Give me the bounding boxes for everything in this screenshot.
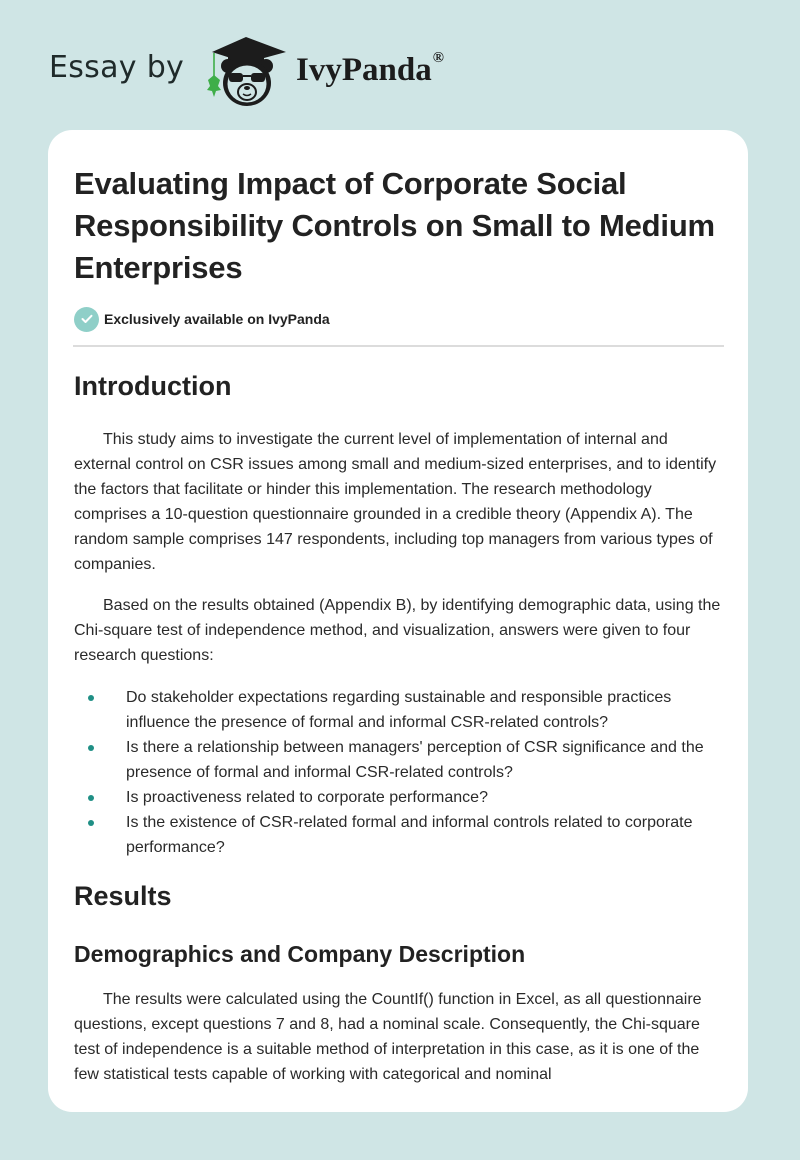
intro-paragraph-1: This study aims to investigate the current level of implementation of internal and external control on CSR issues among small and medium-sized enterprises, and to identify the factors that facilitate or hinder this implementation. The research methodology comprises a 10-question questionnaire grounded in a credible theory (Appendix A). The random sample comprises 147 respondents, including top managers from various types of companies. bbox=[74, 431, 717, 573]
check-circle-icon bbox=[74, 307, 99, 332]
list-item bbox=[74, 810, 724, 860]
site-header bbox=[0, 0, 800, 130]
essay-by-label: Essay by bbox=[49, 50, 185, 85]
demographics-paragraph-1: The results were calculated using the CountIf() function in Excel, as all questionnaire questions, except questions 7 and 8, had a nominal scale. Consequently, the Chi-square test of independence is a suitable method of interpretation in this case, as it is one of the few statistical tests capable of working with categorical and nominal bbox=[74, 991, 702, 1083]
bullet-icon bbox=[88, 745, 94, 751]
brand-logo-text[interactable] bbox=[296, 52, 444, 89]
question-text: Is proactiveness related to corporate performance? bbox=[126, 789, 488, 806]
subsection-heading-demographics: Demographics and Company Description bbox=[74, 941, 526, 967]
research-questions-list bbox=[74, 685, 724, 860]
registered-mark: ® bbox=[432, 50, 444, 66]
list-item bbox=[74, 685, 724, 735]
essay-card bbox=[48, 130, 748, 1112]
question-text: Is the existence of CSR-related formal and informal controls related to corporate performance? bbox=[126, 814, 693, 856]
section-heading-introduction: Introduction bbox=[74, 371, 232, 401]
bullet-icon bbox=[88, 695, 94, 701]
list-item bbox=[74, 735, 724, 785]
bullet-icon bbox=[88, 820, 94, 826]
exclusive-label: Exclusively available on IvyPanda bbox=[104, 311, 330, 327]
intro-paragraph-2: Based on the results obtained (Appendix B), by identifying demographic data, using the Chi-square test of independence method, and visualization, answers were given to four research questions: bbox=[74, 597, 721, 664]
page-title: Evaluating Impact of Corporate Social Responsibility Controls on Small to Medium Enterprises bbox=[74, 166, 715, 285]
exclusive-badge bbox=[74, 306, 330, 332]
question-text: Do stakeholder expectations regarding sustainable and responsible practices influence the presence of formal and informal CSR-related controls? bbox=[126, 689, 672, 731]
list-item bbox=[74, 785, 724, 810]
section-heading-results: Results bbox=[74, 881, 172, 911]
question-text: Is there a relationship between managers' perception of CSR significance and the presence of formal and informal CSR-related controls? bbox=[126, 739, 704, 781]
divider bbox=[73, 345, 724, 347]
bullet-icon bbox=[88, 795, 94, 801]
panda-graduate-icon[interactable] bbox=[200, 33, 292, 111]
brand-name: IvyPanda bbox=[296, 52, 432, 88]
